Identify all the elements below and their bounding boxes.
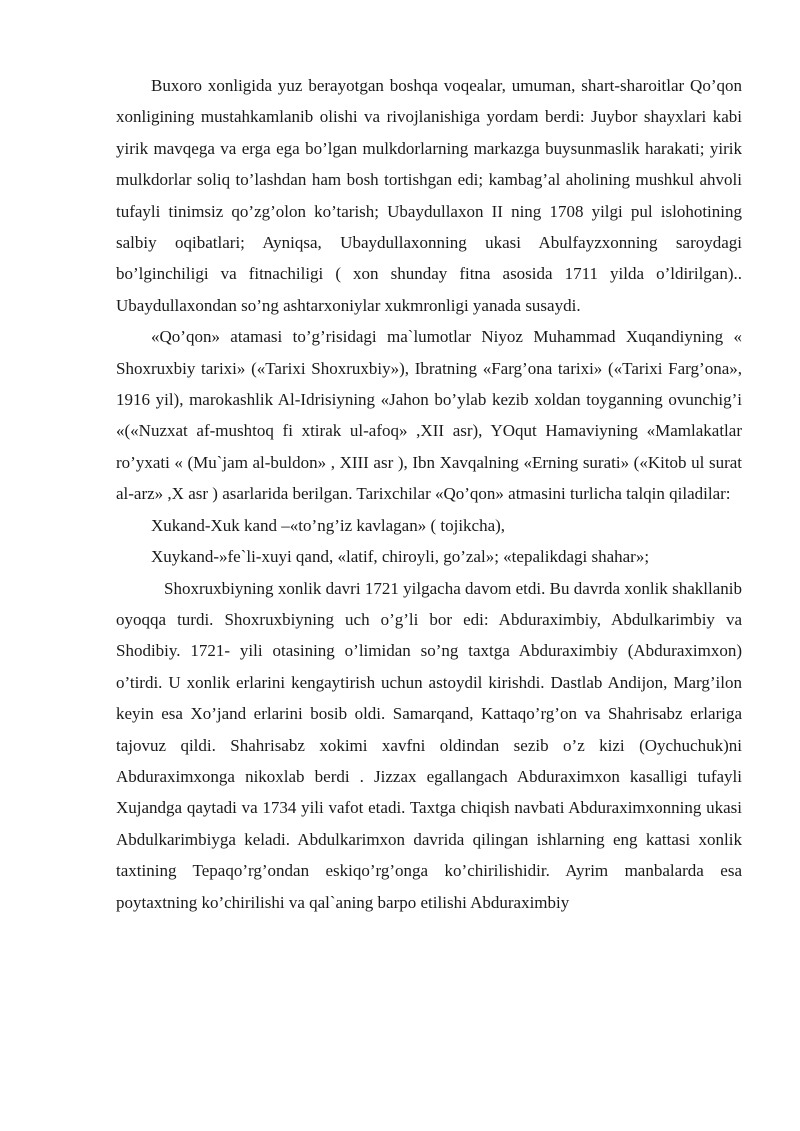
paragraph-shoxruxbiy-reign: Shoxruxbiyning xonlik davri 1721 yilgacha davom etdi. Bu davrda xonlik shakllanib oyoqqa turdi. Shoxruxbiyning uch o’g’li bor edi: Abduraximbiy, Abdulkarimbiy va Shodibiy. 1721- yili otasining o’limidan so’ng taxtga Abduraximbiy (Abduraximxon) o’tirdi. U xonlik erlarini kengaytirish uchun astoydil kirishdi. Dastlab Andijon, Marg’ilon keyin esa Xo’jand erlarini bosib oldi. Samarqand, Kattaqo’rg’on va Shahrisabz erlariga tajovuz qildi. Shahrisabz xokimi xavfni oldindan sezib o’z kizi (Oychuchuk)ni Abduraximxonga nikoxlab berdi . Jizzax egallangach Abduraximxon kasalligi tufayli Xujandga qaytadi va 1734 yili vafot etadi. Taxtga chiqish navbati Abduraximxonning ukasi Abdulkarimbiyga keladi. Abdulkarimxon davrida qilingan ishlarning eng kattasi xonlik taxtining Tepaqo’rg’ondan eskiqo’rg’onga ko’chirilishidir. Ayrim manbalarda esa poytaxtning ko’chirilishi va qal`aning barpo etilishi Abduraximbiy [116, 578, 742, 912]
document-body [116, 70, 742, 918]
paragraph-bukhara-events: Buxoro xonligida yuz berayotgan boshqa voqealar, umuman, shart-sharoitlar Qo’qon xonligining mustahkamlanib olishi va rivojlanishiga yordam berdi: Juybor shayxlari kabi yirik mavqega va erga ega bo’lgan mulkdorlarning markazga buysunmaslik harakati; yirik mulkdorlar soliq to’lashdan ham bosh tortishgan edi; kambag’al aholining mushkul ahvoli tufayli tinimsiz qo’zg’olon ko’tarish; Ubaydullaxon II ning 1708 yilgi pul islohotining salbiy oqibatlari; Ayniqsa, Ubaydullaxonning ukasi Abulfayzxonning saroydagi bo’lginchiligi va fitnachiligi ( xon shunday fitna asosida 1711 yilda o’ldirilgan).. Ubaydullaxondan so’ng ashtarxoniylar xukmronligi yanada susaydi. [116, 76, 742, 315]
paragraph-kokand-term-sources: «Qo’qon» atamasi to’g’risidagi ma`lumotlar Niyoz Muhammad Xuqandiyning « Shoxruxbiy tarixi» («Tarixi Shoxruxbiy»), Ibratning «Farg’ona tarixi» («Tarixi Farg’ona», 1916 yil), marokashlik Al-Idrisiyning «Jahon bo’ylab kezib xoldan toyganning ovunchig’i «(«Nuzxat af-mushtoq fi xtirak ul-afoq» ,XII asr), YOqut Hamaviyning «Mamlakatlar ro’yxati « (Mu`jam al-buldon» , XIII asr ), Ibn Xavqalning «Erning surati» («Kitob ul surat al-arz» ,X asr ) asarlarida berilgan. Tarixchilar «Qo’qon» atmasini turlicha talqin qiladilar: [116, 327, 742, 504]
etymology-item-xukand: Xukand-Xuk kand –«to’ng’iz kavlagan» ( tojikcha), [151, 515, 506, 535]
etymology-item-xuykand: Xuykand-»fe`li-xuyi qand, «latif, chiroyli, go’zal»; «tepalikdagi shahar»; [151, 547, 650, 567]
